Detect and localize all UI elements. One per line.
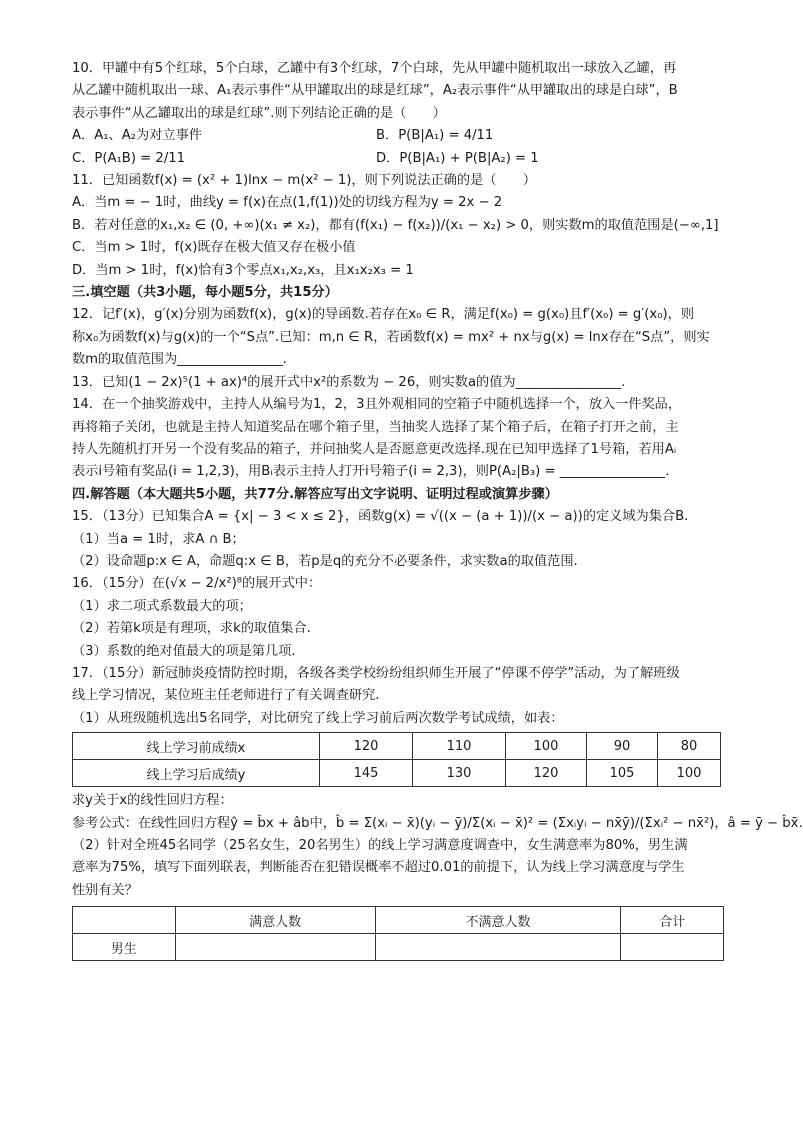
table-cell: 130 (413, 760, 506, 787)
question-10 (72, 58, 724, 170)
q17-reference-formula: 参考公式：在线性回归方程ŷ = b̂x + âb中，b̂ = Σ(xᵢ − x̄)(yᵢ − ȳ)/Σ(xᵢ − x̄)² = (Σxᵢyᵢ − nx̄ȳ)/(Σxᵢ² − nx̄²)，â = ȳ − b̂x̄. (72, 815, 803, 831)
table-header-row (73, 907, 724, 934)
table-cell (621, 934, 724, 961)
q12-line-2: 称x₀为函数f(x)与g(x)的一个“S点”.已知：m,n ∈ R，若函数f(x) = mx² + nx与g(x) = lnx存在“S点”，则实 (72, 329, 710, 345)
table-cell (175, 934, 375, 961)
table-row (73, 934, 724, 961)
table-cell: 110 (413, 733, 506, 760)
q16-part-1: （1）求二项式系数最大的项； (72, 598, 252, 614)
table-cell: 90 (587, 733, 658, 760)
q10-line-3: 表示事件“从乙罐取出的球是红球”.则下列结论正确的是（ ） (72, 105, 446, 121)
q14-line-4: 表示i号箱有奖品(i = 1,2,3)，用Bᵢ表示主持人打开i号箱子(i = 2,3)，则P(A₂|B₃) = ________________. (72, 464, 670, 480)
section-4-heading: 四.解答题（本大题共5小题，共77分.解答应写出文字说明、证明过程或演算步骤） (72, 486, 558, 502)
q11-option-b: B．若对任意的x₁,x₂ ∈ (0, +∞)(x₁ ≠ x₂)，都有(f(x₁) − f(x₂))/(x₁ − x₂) > 0，则实数m的取值范围是(−∞,1] (72, 217, 719, 233)
q16-part-3: （3）系数的绝对值最大的项是第几项. (72, 643, 296, 659)
q10-option-c: C．P(A₁B) = 2/11 (72, 150, 186, 166)
q10-option-b: B．P(B|A₁) = 4/11 (376, 128, 494, 144)
table-cell: 105 (587, 760, 658, 787)
q11-option-d: D．当m > 1时，f(x)恰有3个零点x₁,x₂,x₃，且x₁x₂x₃ = 1 (72, 262, 414, 278)
question-12 (72, 304, 724, 371)
q10-options-row-2 (72, 148, 724, 170)
q10-line-1: 10．甲罐中有5个红球，5个白球，乙罐中有3个红球，7个白球，先从甲罐中随机取出一球放入乙罐，再 (72, 61, 677, 76)
table-cell: 100 (506, 733, 587, 760)
q11-stem: 11．已知函数f(x) = (x² + 1)lnx − m(x² − 1)，则下列说法正确的是（ ） (72, 173, 537, 189)
section-3-heading: 三.填空题（共3小题，每小题5分，共15分） (72, 285, 338, 301)
q17-part-1: （1）从班级随机选出5名同学，对比研究了线上学习前后两次数学考试成绩，如表： (72, 710, 564, 726)
q17-line-2: 线上学习情况，某位班主任老师进行了有关调查研究. (72, 688, 380, 704)
q11-option-a: A．当m = − 1时，曲线y = f(x)在点(1,f(1))处的切线方程为y = 2x − 2 (72, 195, 503, 211)
q11-option-c: C．当m > 1时，f(x)既存在极大值又存在极小值 (72, 240, 356, 256)
q15-part-1: （1）当a = 1时，求A ∩ B； (72, 531, 245, 547)
q17-regression-prompt: 求y关于x的线性回归方程： (72, 793, 233, 809)
exam-page (72, 58, 803, 961)
q14-line-3: 持人先随机打开另一个没有奖品的箱子，并问抽奖人是否愿意更改选择.现在已知甲选择了1号箱，若用Aᵢ (72, 441, 677, 457)
q10-option-d: D．P(B|A₁) + P(B|A₂) = 1 (376, 150, 539, 166)
q16-part-2: （2）若第k项是有理项，求k的取值集合. (72, 621, 311, 637)
q10-line-2: 从乙罐中随机取出一球、A₁表示事件“从甲罐取出的球是红球”，A₂表示事件“从甲罐取出的球是白球”，B (72, 83, 678, 99)
q14-line-2: 再将箱子关闭，也就是主持人知道奖品在哪个箱子里，当抽奖人选择了某个箱子后，在箱子打开之前，主 (72, 419, 679, 435)
question-14 (72, 394, 724, 484)
table-cell: 145 (320, 760, 413, 787)
contingency-row-label: 男生 (73, 934, 176, 961)
table-cell (375, 934, 621, 961)
question-11 (72, 170, 724, 282)
table-row (73, 760, 721, 787)
score-row-label-before: 线上学习前成绩x (73, 733, 320, 760)
q15-part-2: （2）设命题p:x ∈ A，命题q:x ∈ B，若p是q的充分不必要条件，求实数a的取值范围. (72, 553, 578, 569)
table-cell: 80 (658, 733, 721, 760)
table-header-cell: 合计 (621, 907, 724, 934)
q12-line-3: 数m的取值范围为________________. (72, 352, 287, 368)
table-cell: 120 (320, 733, 413, 760)
table-cell: 100 (658, 760, 721, 787)
table-cell: 120 (506, 760, 587, 787)
question-16 (72, 573, 724, 663)
score-row-label-after: 线上学习后成绩y (73, 760, 320, 787)
table-row (73, 733, 721, 760)
q17-part-2-line-1: （2）针对全班45名同学（25名女生，20名男生）的线上学习满意度调查中，女生满意率为80%，男生满 (72, 838, 688, 853)
q17-part-2-line-3: 性别有关？ (72, 882, 138, 898)
table-header-cell: 满意人数 (175, 907, 375, 934)
q16-stem: 16．（15分）在(√x − 2/x²)⁸的展开式中： (72, 576, 322, 592)
question-13: 13．已知(1 − 2x)⁵(1 + ax)⁴的展开式中x²的系数为 − 26，则实数a的值为________________. (72, 374, 626, 390)
q15-stem: 15．（13分）已知集合A = {x| − 3 < x ≤ 2}，函数g(x) = √((x − (a + 1))/(x − a))的定义域为集合B. (72, 509, 689, 525)
question-17 (72, 663, 803, 961)
q10-option-a: A．A₁、A₂为对立事件 (72, 128, 202, 144)
score-table (72, 732, 721, 787)
table-header-cell: 不满意人数 (375, 907, 621, 934)
q17-part-2-line-2: 意率为75%，填写下面列联表，判断能否在犯错误概率不超过0.01的前提下，认为线上学习满意度与学生 (72, 860, 685, 876)
q12-line-1: 12．记f′(x)，g′(x)分别为函数f(x)，g(x)的导函数.若存在x₀ ∈ R，满足f(x₀) = g(x₀)且f′(x₀) = g′(x₀)，则 (72, 307, 695, 323)
q10-options-row-1 (72, 125, 724, 147)
contingency-table (72, 906, 724, 961)
question-15 (72, 506, 724, 573)
q14-line-1: 14．在一个抽奖游戏中，主持人从编号为1，2，3且外观相同的空箱子中随机选择一个，放入一件奖品， (72, 397, 682, 413)
table-header-cell (73, 907, 176, 934)
q17-line-1: 17．（15分）新冠肺炎疫情防控时期，各级各类学校纷纷组织师生开展了“停课不停学”活动，为了解班级 (72, 665, 680, 681)
